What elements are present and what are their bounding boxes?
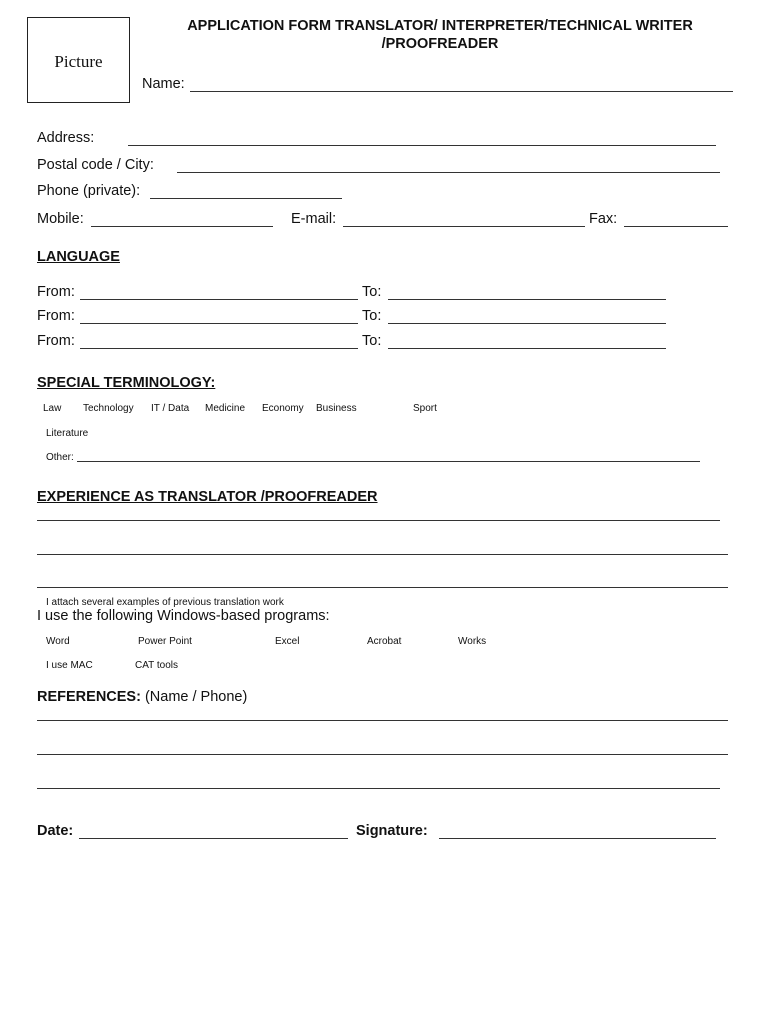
term-option-literature[interactable]: Literature	[46, 428, 89, 439]
experience-heading: EXPERIENCE AS TRANSLATOR /PROOFREADER	[37, 489, 378, 505]
mobile-field[interactable]	[91, 226, 273, 227]
email-field[interactable]	[343, 226, 585, 227]
to-field-1[interactable]	[388, 299, 666, 300]
programs-label: I use the following Windows-based programs:	[37, 608, 330, 624]
program-excel[interactable]: Excel	[275, 636, 300, 647]
term-option-it-data[interactable]: IT / Data	[151, 403, 190, 414]
postal-city-label: Postal code / City:	[37, 157, 154, 173]
references-line-1[interactable]	[37, 720, 728, 721]
title-line-2: /PROOFREADER	[381, 36, 499, 52]
program-mac[interactable]: I use MAC	[46, 660, 93, 671]
references-line-3[interactable]	[37, 788, 720, 789]
address-field[interactable]	[128, 145, 716, 146]
signature-field[interactable]	[439, 838, 716, 839]
experience-line-2[interactable]	[37, 554, 728, 555]
signature-label: Signature:	[356, 823, 428, 839]
from-field-3[interactable]	[80, 348, 358, 349]
from-field-2[interactable]	[80, 323, 358, 324]
title-line-1: APPLICATION FORM TRANSLATOR/ INTERPRETER/TECHNICAL WRITER	[187, 18, 693, 34]
other-label: Other:	[46, 452, 74, 463]
name-field[interactable]	[190, 91, 733, 92]
date-label: Date:	[37, 823, 74, 839]
attach-note[interactable]: I attach several examples of previous translation work	[46, 597, 284, 608]
term-option-economy[interactable]: Economy	[262, 403, 304, 414]
term-option-law[interactable]: Law	[43, 403, 62, 414]
to-field-3[interactable]	[388, 348, 666, 349]
term-option-sport[interactable]: Sport	[413, 403, 437, 414]
email-label: E-mail:	[291, 211, 337, 227]
picture-label: Picture	[54, 52, 103, 71]
references-heading-row	[37, 689, 247, 705]
to-label-1: To:	[362, 284, 382, 300]
other-field[interactable]	[77, 461, 700, 462]
references-line-2[interactable]	[37, 754, 728, 755]
references-hint: (Name / Phone)	[144, 689, 248, 705]
to-label-3: To:	[362, 333, 382, 349]
experience-line-1[interactable]	[37, 520, 720, 521]
term-option-business[interactable]: Business	[316, 403, 357, 414]
program-power-point[interactable]: Power Point	[138, 636, 192, 647]
photo-placeholder[interactable]	[27, 17, 130, 103]
fax-field[interactable]	[624, 226, 728, 227]
name-label: Name:	[142, 76, 185, 92]
from-label-3: From:	[37, 333, 75, 349]
to-field-2[interactable]	[388, 323, 666, 324]
program-works[interactable]: Works	[458, 636, 487, 647]
program-cat-tools[interactable]: CAT tools	[135, 660, 178, 671]
phone-label: Phone (private):	[37, 183, 141, 199]
fax-label: Fax:	[589, 211, 618, 227]
program-word[interactable]: Word	[46, 636, 70, 647]
term-option-technology[interactable]: Technology	[83, 403, 134, 414]
term-option-medicine[interactable]: Medicine	[205, 403, 246, 414]
from-label-1: From:	[37, 284, 75, 300]
address-label: Address:	[37, 130, 95, 146]
to-label-2: To:	[362, 308, 382, 324]
from-label-2: From:	[37, 308, 75, 324]
mobile-label: Mobile:	[37, 211, 84, 227]
program-acrobat[interactable]: Acrobat	[367, 636, 402, 647]
terminology-heading: SPECIAL TERMINOLOGY:	[37, 375, 216, 391]
references-heading: REFERENCES:	[37, 689, 141, 705]
phone-field[interactable]	[150, 198, 342, 199]
language-heading: LANGUAGE	[37, 249, 120, 265]
from-field-1[interactable]	[80, 299, 358, 300]
form-title	[140, 17, 740, 53]
postal-city-field[interactable]	[177, 172, 720, 173]
date-field[interactable]	[79, 838, 348, 839]
experience-line-3[interactable]	[37, 587, 728, 588]
